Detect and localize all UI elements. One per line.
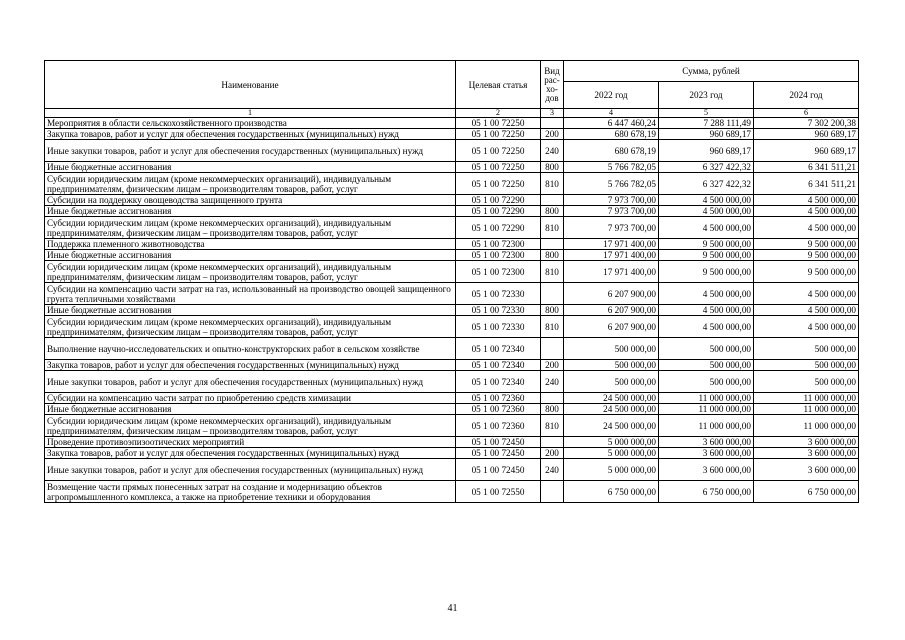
row-expense-kind: 800 [541, 162, 564, 173]
table-row [45, 217, 859, 239]
row-amount-2022: 6 207 900,00 [564, 316, 659, 338]
row-amount-2022: 17 971 400,00 [564, 239, 659, 250]
row-name: Иные бюджетные ассигнования [45, 162, 456, 173]
row-expense-kind: 810 [541, 415, 564, 437]
row-target-article: 05 1 00 72290 [456, 195, 541, 206]
row-amount-2022: 680 678,19 [564, 129, 659, 140]
row-amount-2024: 11 000 000,00 [754, 415, 859, 437]
table-row [45, 437, 859, 448]
table-row [45, 393, 859, 404]
row-expense-kind: 240 [541, 140, 564, 162]
row-amount-2023: 6 750 000,00 [659, 481, 754, 503]
row-amount-2022: 6 207 900,00 [564, 305, 659, 316]
row-amount-2024: 960 689,17 [754, 140, 859, 162]
row-name: Закупка товаров, работ и услуг для обеспечения государственных (муниципальных) нужд [45, 448, 456, 459]
row-amount-2024: 4 500 000,00 [754, 283, 859, 305]
row-target-article: 05 1 00 72450 [456, 437, 541, 448]
row-name: Мероприятия в области сельскохозяйственного производства [45, 118, 456, 129]
table-row [45, 250, 859, 261]
row-expense-kind [541, 338, 564, 360]
row-expense-kind [541, 393, 564, 404]
row-target-article: 05 1 00 72330 [456, 316, 541, 338]
row-amount-2022: 24 500 000,00 [564, 415, 659, 437]
row-name: Иные закупки товаров, работ и услуг для обеспечения государственных (муниципальных) нужд [45, 371, 456, 393]
table-row [45, 206, 859, 217]
row-name: Субсидии юридическим лицам (кроме некоммерческих организаций), индивидуальным предпринимателям, физическим лицам – производителям товаров, работ, услуг [45, 217, 456, 239]
row-name: Иные бюджетные ассигнования [45, 305, 456, 316]
row-amount-2024: 4 500 000,00 [754, 195, 859, 206]
row-amount-2024: 500 000,00 [754, 360, 859, 371]
table-row [45, 481, 859, 503]
row-amount-2023: 4 500 000,00 [659, 195, 754, 206]
row-expense-kind: 800 [541, 305, 564, 316]
row-amount-2023: 7 288 111,49 [659, 118, 754, 129]
row-name: Проведение противоэпизоотических мероприятий [45, 437, 456, 448]
row-expense-kind: 240 [541, 459, 564, 481]
row-target-article: 05 1 00 72300 [456, 261, 541, 283]
row-amount-2022: 5 000 000,00 [564, 448, 659, 459]
row-expense-kind [541, 239, 564, 250]
row-expense-kind: 810 [541, 316, 564, 338]
row-amount-2023: 3 600 000,00 [659, 459, 754, 481]
column-number: 3 [541, 109, 564, 118]
row-target-article: 05 1 00 72250 [456, 162, 541, 173]
row-expense-kind [541, 195, 564, 206]
column-number-row [45, 109, 859, 118]
row-amount-2022: 680 678,19 [564, 140, 659, 162]
row-amount-2023: 11 000 000,00 [659, 393, 754, 404]
header-sum: Сумма, рублей [564, 61, 859, 82]
row-amount-2024: 11 000 000,00 [754, 404, 859, 415]
row-name: Субсидии юридическим лицам (кроме некоммерческих организаций), индивидуальным предпринимателям, физическим лицам – производителям товаров, работ, услуг [45, 261, 456, 283]
row-amount-2022: 5 000 000,00 [564, 459, 659, 481]
row-target-article: 05 1 00 72340 [456, 371, 541, 393]
table-row [45, 283, 859, 305]
row-name: Иные закупки товаров, работ и услуг для обеспечения государственных (муниципальных) нужд [45, 459, 456, 481]
row-amount-2023: 4 500 000,00 [659, 316, 754, 338]
row-amount-2024: 3 600 000,00 [754, 459, 859, 481]
row-target-article: 05 1 00 72290 [456, 217, 541, 239]
row-name: Субсидии юридическим лицам (кроме некоммерческих организаций), индивидуальным предпринимателям, физическим лицам – производителям товаров, работ, услуг [45, 415, 456, 437]
row-amount-2022: 7 973 700,00 [564, 206, 659, 217]
row-amount-2023: 4 500 000,00 [659, 217, 754, 239]
row-name: Иные закупки товаров, работ и услуг для обеспечения государственных (муниципальных) нужд [45, 140, 456, 162]
row-amount-2024: 960 689,17 [754, 129, 859, 140]
row-amount-2022: 7 973 700,00 [564, 217, 659, 239]
row-expense-kind: 200 [541, 360, 564, 371]
row-amount-2024: 4 500 000,00 [754, 316, 859, 338]
row-amount-2024: 4 500 000,00 [754, 206, 859, 217]
row-target-article: 05 1 00 72360 [456, 404, 541, 415]
row-target-article: 05 1 00 72450 [456, 448, 541, 459]
header-year-2022: 2022 год [564, 82, 659, 109]
table-row [45, 404, 859, 415]
row-expense-kind [541, 283, 564, 305]
row-amount-2023: 9 500 000,00 [659, 239, 754, 250]
row-name: Субсидии юридическим лицам (кроме некоммерческих организаций), индивидуальным предпринимателям, физическим лицам – производителям товаров, работ, услуг [45, 316, 456, 338]
table-row [45, 162, 859, 173]
row-name: Иные бюджетные ассигнования [45, 250, 456, 261]
row-amount-2024: 11 000 000,00 [754, 393, 859, 404]
row-target-article: 05 1 00 72340 [456, 360, 541, 371]
row-expense-kind: 800 [541, 404, 564, 415]
row-amount-2024: 7 302 200,38 [754, 118, 859, 129]
table-row [45, 305, 859, 316]
row-amount-2022: 17 971 400,00 [564, 261, 659, 283]
header-year-2024: 2024 год [754, 82, 859, 109]
row-name: Субсидии на компенсацию части затрат на газ, использованный на производство овощей защищенного грунта тепличными хозяйствами [45, 283, 456, 305]
table-body [45, 118, 859, 503]
table-row [45, 239, 859, 250]
row-amount-2023: 11 000 000,00 [659, 415, 754, 437]
row-amount-2022: 500 000,00 [564, 360, 659, 371]
row-target-article: 05 1 00 72360 [456, 415, 541, 437]
table-row [45, 338, 859, 360]
row-amount-2024: 9 500 000,00 [754, 239, 859, 250]
table-row [45, 129, 859, 140]
row-target-article: 05 1 00 72290 [456, 206, 541, 217]
row-amount-2024: 9 500 000,00 [754, 250, 859, 261]
row-target-article: 05 1 00 72450 [456, 459, 541, 481]
row-amount-2022: 6 447 460,24 [564, 118, 659, 129]
row-target-article: 05 1 00 72330 [456, 305, 541, 316]
column-number: 4 [564, 109, 659, 118]
row-amount-2022: 5 766 782,05 [564, 162, 659, 173]
row-amount-2022: 24 500 000,00 [564, 404, 659, 415]
row-name: Субсидии на компенсацию части затрат по приобретению средств химизации [45, 393, 456, 404]
row-amount-2023: 500 000,00 [659, 338, 754, 360]
row-expense-kind: 800 [541, 206, 564, 217]
row-expense-kind: 200 [541, 448, 564, 459]
column-number: 1 [45, 109, 456, 118]
table-row [45, 415, 859, 437]
budget-document [44, 60, 858, 503]
table-header [45, 61, 859, 118]
row-name: Закупка товаров, работ и услуг для обеспечения государственных (муниципальных) нужд [45, 360, 456, 371]
table-row [45, 173, 859, 195]
row-expense-kind [541, 437, 564, 448]
row-target-article: 05 1 00 72250 [456, 129, 541, 140]
row-name: Субсидии юридическим лицам (кроме некоммерческих организаций), индивидуальным предпринимателям, физическим лицам – производителям товаров, работ, услуг [45, 173, 456, 195]
page-number: 41 [447, 603, 458, 614]
row-amount-2022: 17 971 400,00 [564, 250, 659, 261]
row-expense-kind [541, 118, 564, 129]
row-amount-2023: 960 689,17 [659, 129, 754, 140]
row-amount-2023: 3 600 000,00 [659, 448, 754, 459]
row-amount-2023: 4 500 000,00 [659, 283, 754, 305]
table-row [45, 140, 859, 162]
row-target-article: 05 1 00 72250 [456, 173, 541, 195]
row-expense-kind: 810 [541, 261, 564, 283]
row-amount-2024: 6 750 000,00 [754, 481, 859, 503]
table-row [45, 261, 859, 283]
row-amount-2024: 500 000,00 [754, 338, 859, 360]
row-amount-2023: 3 600 000,00 [659, 437, 754, 448]
row-amount-2022: 500 000,00 [564, 338, 659, 360]
row-name: Выполнение научно-исследовательских и опытно-конструкторских работ в сельском хозяйстве [45, 338, 456, 360]
row-name: Возмещение части прямых понесенных затрат на создание и модернизацию объектов агропромышленного комплекса, а также на приобретение техники и оборудования [45, 481, 456, 503]
table-row [45, 360, 859, 371]
row-amount-2023: 6 327 422,32 [659, 162, 754, 173]
table-row [45, 118, 859, 129]
row-amount-2022: 5 000 000,00 [564, 437, 659, 448]
row-amount-2023: 500 000,00 [659, 371, 754, 393]
row-name: Субсидии на поддержку овощеводства защищенного грунта [45, 195, 456, 206]
row-amount-2024: 500 000,00 [754, 371, 859, 393]
table-row [45, 371, 859, 393]
row-amount-2024: 3 600 000,00 [754, 437, 859, 448]
row-amount-2023: 960 689,17 [659, 140, 754, 162]
row-expense-kind: 810 [541, 217, 564, 239]
row-amount-2023: 11 000 000,00 [659, 404, 754, 415]
row-target-article: 05 1 00 72340 [456, 338, 541, 360]
row-expense-kind: 240 [541, 371, 564, 393]
row-target-article: 05 1 00 72550 [456, 481, 541, 503]
column-number: 5 [659, 109, 754, 118]
header-name: Наименование [45, 61, 456, 109]
row-amount-2022: 500 000,00 [564, 371, 659, 393]
table-row [45, 316, 859, 338]
column-number: 6 [754, 109, 859, 118]
row-expense-kind: 200 [541, 129, 564, 140]
row-amount-2022: 6 750 000,00 [564, 481, 659, 503]
row-target-article: 05 1 00 72300 [456, 250, 541, 261]
row-name: Иные бюджетные ассигнования [45, 404, 456, 415]
header-target-article: Целевая статья [456, 61, 541, 109]
row-target-article: 05 1 00 72300 [456, 239, 541, 250]
row-amount-2022: 7 973 700,00 [564, 195, 659, 206]
table-row [45, 448, 859, 459]
header-year-2023: 2023 год [659, 82, 754, 109]
row-target-article: 05 1 00 72330 [456, 283, 541, 305]
row-target-article: 05 1 00 72250 [456, 140, 541, 162]
row-amount-2023: 4 500 000,00 [659, 206, 754, 217]
table-row [45, 195, 859, 206]
row-amount-2022: 6 207 900,00 [564, 283, 659, 305]
row-amount-2024: 9 500 000,00 [754, 261, 859, 283]
table-row [45, 459, 859, 481]
column-number: 2 [456, 109, 541, 118]
row-name: Поддержка племенного животноводства [45, 239, 456, 250]
row-expense-kind: 810 [541, 173, 564, 195]
row-amount-2024: 3 600 000,00 [754, 448, 859, 459]
row-amount-2022: 24 500 000,00 [564, 393, 659, 404]
row-name: Иные бюджетные ассигнования [45, 206, 456, 217]
row-expense-kind: 800 [541, 250, 564, 261]
row-amount-2022: 5 766 782,05 [564, 173, 659, 195]
row-amount-2023: 4 500 000,00 [659, 305, 754, 316]
row-amount-2023: 9 500 000,00 [659, 261, 754, 283]
row-amount-2024: 4 500 000,00 [754, 217, 859, 239]
budget-table [44, 60, 859, 503]
row-amount-2023: 6 327 422,32 [659, 173, 754, 195]
header-expense-kind: Вид рас-хо-дов [541, 61, 564, 109]
row-amount-2024: 6 341 511,21 [754, 162, 859, 173]
row-name: Закупка товаров, работ и услуг для обеспечения государственных (муниципальных) нужд [45, 129, 456, 140]
row-target-article: 05 1 00 72250 [456, 118, 541, 129]
row-expense-kind [541, 481, 564, 503]
row-amount-2024: 6 341 511,21 [754, 173, 859, 195]
row-amount-2023: 9 500 000,00 [659, 250, 754, 261]
row-target-article: 05 1 00 72360 [456, 393, 541, 404]
row-amount-2024: 4 500 000,00 [754, 305, 859, 316]
row-amount-2023: 500 000,00 [659, 360, 754, 371]
